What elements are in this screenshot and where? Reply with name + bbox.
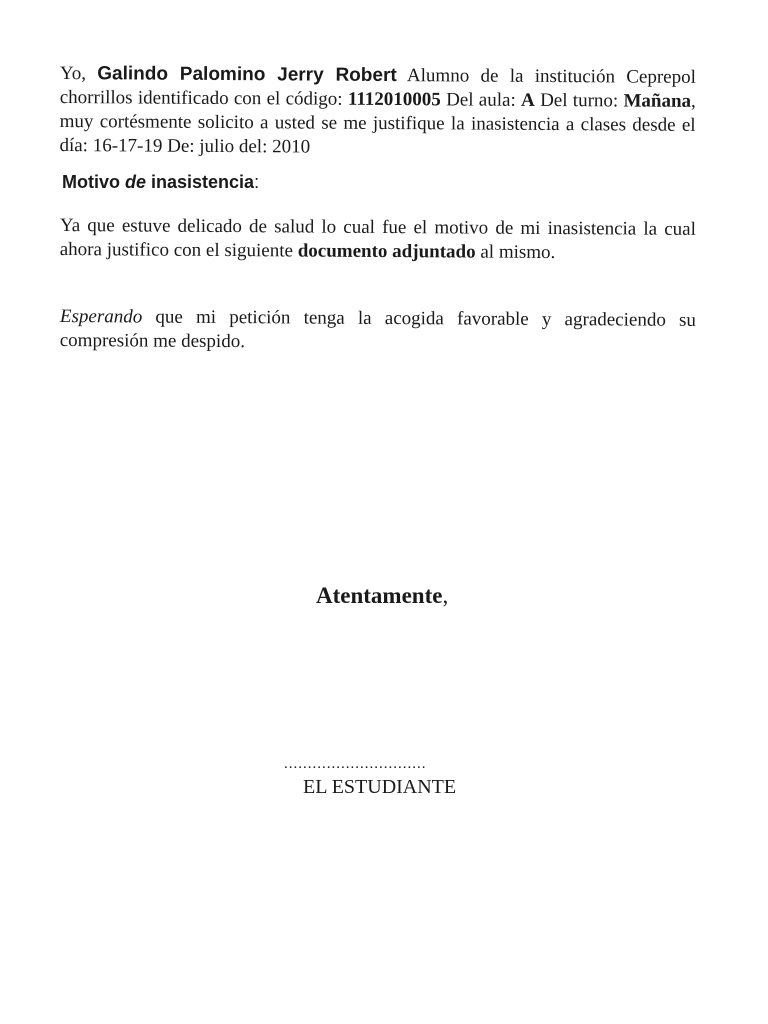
closing-text: que mi petición tenga la acogida favorable y agradeciendo su compresión me despido. [59,306,696,353]
greeting: Yo, [59,62,87,85]
motivo-heading-italic: de [125,172,147,192]
classroom: A [521,89,535,111]
motivo-bold: documento adjuntado [297,240,476,263]
motivo-heading-post: inasistencia [146,172,255,192]
opening-text-3: Del turno: [540,89,619,112]
student-name: Galindo Palomino Jerry Robert [97,63,397,87]
regards-punct: , [442,583,449,608]
signature-label: EL ESTUDIANTE [303,776,457,798]
motivo-text-2: al mismo. [480,241,556,264]
motivo-text-1: Ya que estuve delicado de salud lo cual fue el motivo de mi inasistencia la cual ahora justifico con el siguiente [59,214,696,262]
opening-text-2: Del aula: [446,89,516,111]
regards-text: Atentamente [316,583,443,608]
opening-text-4: , muy cortésmente solicito a usted se me justifique la inasistencia a clases desde el día: 16-17-19 De: julio del: 2010 [59,90,696,158]
motivo-paragraph [60,214,696,266]
shift: Mañana [623,90,692,112]
regards [316,583,448,609]
closing-paragraph [60,305,696,357]
student-code: 1112010005 [347,88,441,111]
opening-text-1: Alumno de la institución Ceprepol chorrillos identificado con el código: [59,65,696,110]
signature-line: .............................. [284,756,427,772]
closing-italic: Esperando [59,305,143,328]
motivo-heading [62,172,259,193]
motivo-heading-pre: Motivo [62,172,125,192]
opening-paragraph [59,62,696,162]
motivo-heading-colon: : [254,172,260,192]
